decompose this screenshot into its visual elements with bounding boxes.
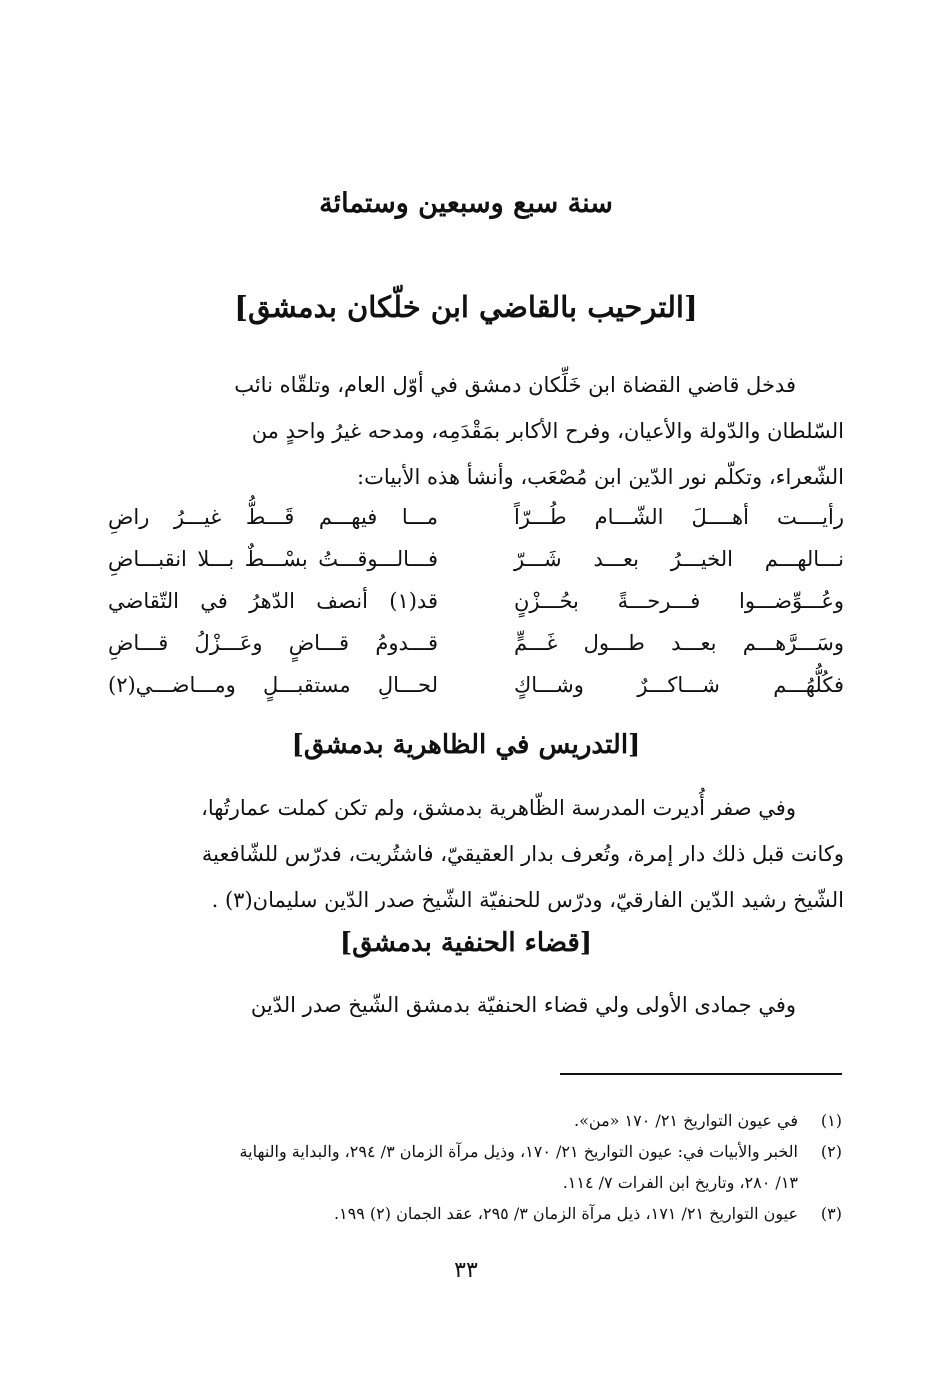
verse-second-hemistich: مـــا فيهـــم قَـــطُّ غيـــرُ راضِ (108, 505, 438, 529)
paragraph-judiciary (108, 982, 844, 1028)
verse-first-hemistich: نـــالهـــم الخيـــرُ بعـــد شَـــرّ (514, 547, 844, 571)
footnote-text (90, 1105, 798, 1136)
paragraph-line: فدخل قاضي القضاة ابن خَلِّكان دمشق في أوّل العام، وتلقّاه نائب (234, 373, 796, 397)
poem-verse (108, 547, 844, 589)
footnote-number: (٢) (820, 1142, 842, 1161)
verse-first-hemistich: فكُلُّهُـــم شـــاكـــرٌ وشـــاكٍ (514, 673, 844, 697)
poem-verse (108, 505, 844, 547)
footnote-text (90, 1136, 798, 1198)
verse-first-hemistich: وعُـــوِّضـــوا فـــرحـــةً بحُـــزْنٍ (514, 589, 844, 613)
poem-verse (108, 673, 844, 715)
paragraph-welcome (108, 362, 844, 500)
footnote (90, 1105, 842, 1136)
paragraph-line: السّلطان والدّولة والأعيان، وفرح الأكابر بمَقْدَمِه، ومدحه غيرُ واحدٍ من (251, 419, 844, 443)
poem-verse (108, 631, 844, 673)
footnote-divider (560, 1073, 842, 1075)
footnote-line: عيون التواريخ ٢١/ ١٧١، ذيل مرآة الزمان ٣/ ٢٩٥، عقد الجمان (٢) ١٩٩. (333, 1204, 798, 1223)
section-title-welcome: [الترحيب بالقاضي ابن خلّكان بدمشق] (234, 290, 698, 324)
footnote (90, 1136, 842, 1198)
year-title: سنة سبع وسبعين وستمائة (319, 188, 613, 219)
paragraph-line: وفي جمادى الأولى ولي قضاء الحنفيّة بدمشق الشّيخ صدر الدّين (250, 993, 796, 1017)
verse-second-hemistich: قد(١) أنصف الدّهرُ في التّقاضي (108, 589, 438, 613)
footnote-line: الخبر والأبيات في: عيون التواريخ ٢١/ ١٧٠، وذيل مرآة الزمان ٣/ ٢٩٤، والبداية والنهاية (239, 1142, 798, 1161)
verse-first-hemistich: وسَـــرَّهـــم بعـــد طـــول غَـــمٍّ (514, 631, 844, 655)
verse-first-hemistich: رأيــــت أهــــلَ الشّـــام طُـــرّاً (514, 505, 844, 529)
section-title-teaching: [التدريس في الظاهرية بدمشق] (291, 730, 641, 760)
paragraph-line: وفي صفر أُديرت المدرسة الظّاهرية بدمشق، ولم تكن كملت عمارتُها، (201, 796, 796, 820)
page-number: ٣٣ (454, 1258, 478, 1283)
paragraph-teaching (108, 785, 844, 923)
section-title-judiciary: [قضاء الحنفية بدمشق] (339, 928, 593, 958)
verse-second-hemistich: فـــالـــوقـــتُ بسْـــطٌ بـــلا انقبـــاضِ (108, 547, 438, 571)
paragraph-line: وكانت قبل ذلك دار إمرة، وتُعرف بدار العقيقيّ، فاشتُريت، فدرّس للشّافعية (201, 842, 844, 866)
footnote-number: (٣) (820, 1204, 842, 1223)
footnote-text (90, 1198, 798, 1229)
footnote-number: (١) (820, 1111, 842, 1130)
paragraph-line: الشّعراء، وتكلّم نور الدّين ابن مُصْعَب، وأنشأ هذه الأبيات: (357, 465, 844, 489)
footnote-line: في عيون التواريخ ٢١/ ١٧٠ «من». (574, 1111, 798, 1130)
poem-verse (108, 589, 844, 631)
poem (108, 505, 844, 715)
footnote-line: ١٣/ ٢٨٠، وتاريخ ابن الفرات ٧/ ١١٤. (562, 1173, 798, 1192)
verse-second-hemistich: قـــدومُ قـــاضٍ وعَـــزْلُ قـــاضِ (108, 631, 438, 655)
paragraph-line: الشّيخ رشيد الدّين الفارقيّ، ودرّس للحنفيّة الشّيخ صدر الدّين سليمان(٣) . (211, 888, 844, 912)
footnote (90, 1198, 842, 1229)
footnotes (90, 1105, 842, 1229)
verse-second-hemistich: لحـــالِ مستقبـــلٍ ومـــاضـــي(٢) (108, 673, 438, 697)
